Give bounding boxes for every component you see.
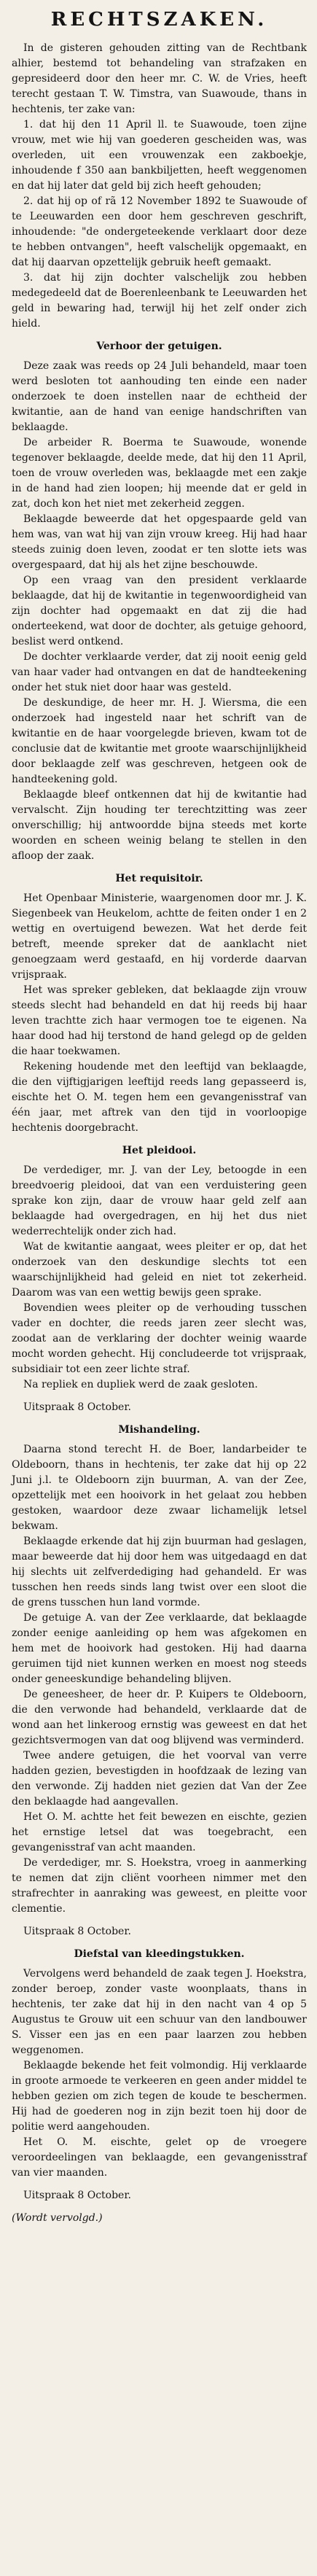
article-paragraph: De arbeider R. Boerma te Suawoude, wonende tegenover beklaagde, deelde mede, dat hij den 11 April, toen de vrouw overleden was, beklaagde met een zakje in de hand had zien loopen; hij meende dat er geld in zat, doch kon het niet met zekerheid zeggen. — [12, 437, 307, 510]
article-paragraph: Na repliek en dupliek werd de zaak gesloten. — [23, 1379, 258, 1390]
article-paragraph: De geneesheer, de heer dr. P. Kuipers te Oldeboorn, die den verwonde had behandeld, verklaarde dat de wond aan het linkeroog ernstig was geweest en dat het gezichtsvermogen van dat oog blijvend was verminderd. — [12, 1689, 307, 1746]
article-paragraph: 2. dat hij op of rã 12 November 1892 te Suawoude of te Leeuwarden een door hem geschreven geschrift, inhoudende: "de ondergeteekende verklaart door deze te hebben ontvangen", heeft valschelijk opgemaakt, en dat hij daarvan opzettelijk gebruik heeft gemaakt. — [12, 195, 307, 268]
article-paragraph: Wat de kwitantie aangaat, wees pleiter er op, dat het onderzoek van den deskundige slechts tot een waarschijnlijkheid had geleid en niet tot zekerheid. Daarom was van een wettig bewijs geen sprake. — [12, 1241, 307, 1299]
article-paragraph: Beklaagde erkende dat hij zijn buurman had geslagen, maar beweerde dat hij door hem was uitgedaagd en dat hij slechts uit zelfverdediging had gehandeld. Er was tusschen hen reeds sinds lang twist over een sloot die de grens tusschen hun land vormde. — [12, 1536, 307, 1608]
article-subheading: Mishandeling. — [118, 1424, 200, 1436]
article-paragraph: Beklaagde bleef ontkennen dat hij de kwitantie had vervalscht. Zijn houding ter terechtzitting was zeer onverschillig; hij antwoordde bijna steeds met korte woorden en scheen weinig belang te stellen in den afloop der zaak. — [12, 789, 307, 862]
article-paragraph: Rekening houdende met den leeftijd van beklaagde, die den vijftigjarigen leeftijd reeds lang gepasseerd is, eischte het O. M. tegen hem een gevangenisstraf van één jaar, met aftrek van den tijd in voorloopige hechtenis doorgebracht. — [12, 1061, 307, 1134]
article-paragraph: In de gisteren gehouden zitting van de Rechtbank alhier, bestemd tot behandeling van strafzaken en gepresideerd door den heer mr. C. W. de Vries, heeft terecht gestaan T. W. Timstra, van Suawoude, thans in hechtenis, ter zake van: — [12, 42, 307, 115]
article-body — [12, 41, 307, 2226]
article-subheading: Verhoor der getuigen. — [96, 341, 222, 352]
article-paragraph: Het Openbaar Ministerie, waargenomen door mr. J. K. Siegenbeek van Heukelom, achtte de feiten onder 1 en 2 wettig en overtuigend bewezen. Wat het derde feit betreft, meende spreker dat de aanklacht niet genoegzaam werd gestaafd, en hij vorderde daarvan vrijspraak. — [12, 892, 307, 981]
article-paragraph: De verdediger, mr. J. van der Ley, betoogde in een breedvoerig pleidooi, dat van een verduistering geen sprake kon zijn, daar de vrouw haar geld zelf aan beklaagde had overgedragen, en hij het dus niet wederrechtelijk onder zich had. — [12, 1164, 307, 1237]
article-paragraph: De deskundige, de heer mr. H. J. Wiersma, die een onderzoek had ingesteld naar het schrift van de kwitantie en de haar voorgelegde brieven, kwam tot de conclusie dat de kwitantie met groote waarschijnlijkheid door beklaagde zelf was geschreven, hetgeen ook de handteekening gold. — [12, 697, 307, 785]
article-paragraph: Vervolgens werd behandeld de zaak tegen J. Hoekstra, zonder beroep, zonder vaste woonplaats, thans in hechtenis, ter zake dat hij in den nacht van 4 op 5 Augustus te Grouw uit een schuur van den landbouwer S. Visser een jas en een paar laarzen zou hebben weggenomen. — [12, 1968, 307, 2056]
section-title: RECHTSZAKEN. — [50, 9, 268, 31]
continued-note: (Wordt vervolgd.) — [12, 2212, 103, 2224]
article-paragraph: Daarna stond terecht H. de Boer, landarbeider te Oldeboorn, thans in hechtenis, ter zake dat hij op 22 Juni j.l. te Oldeboorn zijn buurman, A. van der Zee, opzettelijk met een hooivork in het gelaat zou hebben gestoken, waardoor deze zwaar lichamelijk letsel bekwam. — [12, 1444, 307, 1532]
article-subheading: Het pleidooi. — [122, 1145, 197, 1156]
article-paragraph: Het O. M. achtte het feit bewezen en eischte, gezien het ernstige letsel dat was toegebracht, een gevangenisstraf van acht maanden. — [12, 1811, 307, 1853]
article-paragraph: Het was spreker gebleken, dat beklaagde zijn vrouw steeds slecht had behandeld en dat hij reeds bij haar leven trachtte zich haar vermogen toe te eigenen. Na haar dood had hij terstond de hand gelegd op de gelden die haar toekwamen. — [12, 984, 307, 1057]
article-paragraph: De dochter verklaarde verder, dat zij nooit eenig geld van haar vader had ontvangen en dat de handteekening onder het stuk niet door haar was gesteld. — [12, 651, 307, 693]
article-paragraph: Het O. M. eischte, gelet op de vroegere veroordeelingen van beklaagde, een gevangenisstraf van vier maanden. — [12, 2136, 307, 2179]
article-paragraph: De verdediger, mr. S. Hoekstra, vroeg in aanmerking te nemen dat zijn cliënt voorheen nimmer met den strafrechter in aanraking was geweest, en pleitte voor clementie. — [12, 1857, 307, 1915]
article-paragraph: Twee andere getuigen, die het voorval van verre hadden gezien, bevestigden in hoofdzaak de lezing van den verwonde. Zij hadden niet gezien dat Van der Zee den beklaagde had aangevallen. — [12, 1750, 307, 1808]
article-paragraph: Beklaagde beweerde dat het opgespaarde geld van hem was, van wat hij van zijn vrouw kreeg. Hij had haar steeds zuinig doen leven, zoodat er ten slotte iets was overgespaard, dat hij als het zijne beschouwde. — [12, 513, 307, 571]
article-paragraph: Bovendien wees pleiter op de verhouding tusschen vader en dochter, die reeds jaren zeer slecht was, zoodat aan de verklaring der dochter weinig waarde mocht worden gehecht. Hij concludeerde tot vrijspraak, subsidiair tot een zeer lichte straf. — [12, 1302, 307, 1375]
article-paragraph: Beklaagde bekende het feit volmondig. Hij verklaarde in groote armoede te verkeeren en geen ander middel te hebben gezien om zich tegen de koude te beschermen. Hij had de goederen nog in zijn bezit toen hij door de politie werd aangehouden. — [12, 2060, 307, 2133]
article-subheading: Diefstal van kleedingstukken. — [74, 1948, 245, 1960]
article-subheading: Het requisitoir. — [115, 873, 203, 884]
article-closing-line: Uitspraak 8 October. — [23, 2190, 131, 2201]
article-paragraph: 3. dat hij zijn dochter valschelijk zou hebben medegedeeld dat de Boerenleenbank te Leeuwarden het geld in bewaring had, terwijl hij het zelf onder zich hield. — [12, 272, 307, 330]
article-paragraph: Op een vraag van den president verklaarde beklaagde, dat hij de kwitantie in tegenwoordigheid van zijn dochter had opgemaakt en dat zij die had onderteekend, wat door de dochter, als getuige gehoord, beslist werd ontkend. — [12, 575, 307, 647]
article-paragraph: Deze zaak was reeds op 24 Juli behandeld, maar toen werd besloten tot aanhouding ten einde een nader onderzoek te doen instellen naar de echtheid der kwitantie, aan de hand van eenige handschriften van beklaagde. — [12, 360, 307, 433]
article-paragraph: De getuige A. van der Zee verklaarde, dat beklaagde zonder eenige aanleiding op hem was afgekomen en hem met de hooivork had gestoken. Hij had daarna geruimen tijd niet kunnen werken en moest nog steeds onder geneeskundige behandeling blijven. — [12, 1612, 307, 1685]
article-closing-line: Uitspraak 8 October. — [23, 1401, 131, 1413]
article-paragraph: 1. dat hij den 11 April ll. te Suawoude, toen zijne vrouw, met wie hij van goederen gescheiden was, was overleden, uit een vrouwenzak een zakboekje, inhoudende f 350 aan bankbiljetten, heeft weggenomen en dat hij later dat geld bij zich heeft gehouden; — [12, 119, 307, 192]
article-closing-line: Uitspraak 8 October. — [23, 1926, 131, 1937]
